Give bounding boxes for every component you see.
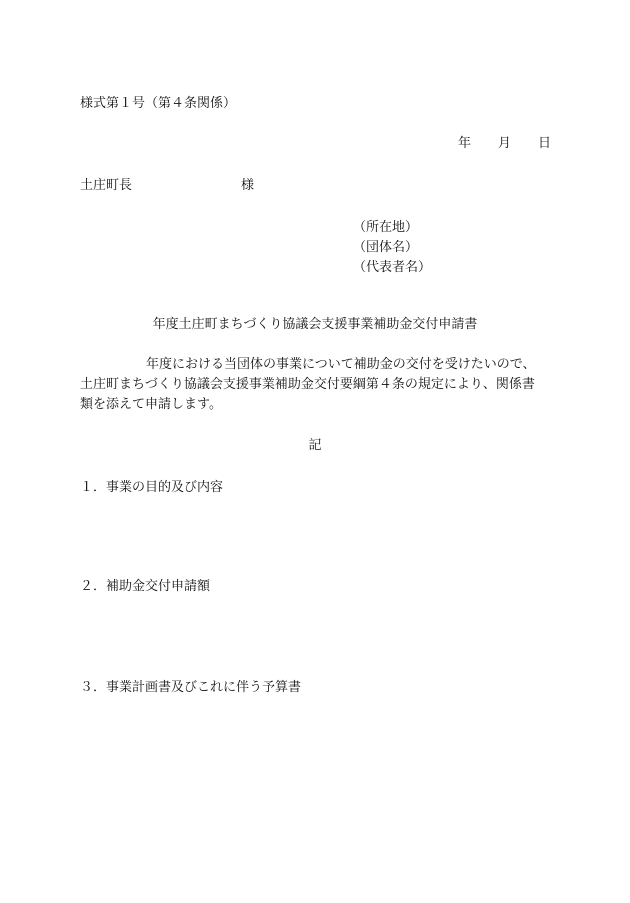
body-paragraph <box>80 355 554 415</box>
applicant-address-label: （所在地） <box>353 220 419 235</box>
applicant-representative-label: （代表者名） <box>353 260 432 275</box>
document-title: 年度土庄町まちづくり協議会支援事業補助金交付申請書 <box>152 317 478 332</box>
body-line-3: 類を添えて申請します。 <box>80 397 222 412</box>
body-line-1: 年度における当団体の事業について補助金の交付を受けたいので、 <box>146 357 536 372</box>
date-month: 月 <box>498 136 512 151</box>
item-number: ３． <box>80 680 107 695</box>
list-item <box>80 579 210 595</box>
item-number: ２． <box>80 579 107 594</box>
date-day: 日 <box>538 136 552 151</box>
ki-heading: 記 <box>308 438 322 453</box>
form-number-label: 様式第１号（第４条関係） <box>80 96 237 111</box>
applicant-block <box>353 218 431 278</box>
list-item <box>80 680 301 696</box>
addressee-honorific: 様 <box>241 178 255 193</box>
body-line-2: 土庄町まちづくり協議会支援事業補助金交付要綱第４条の規定により、関係書 <box>80 377 535 392</box>
list-item <box>80 480 223 496</box>
date-year: 年 <box>458 136 472 151</box>
applicant-organization-label: （団体名） <box>353 240 419 255</box>
addressee <box>80 178 255 194</box>
item-label: 事業の目的及び内容 <box>106 480 224 495</box>
item-number: １． <box>80 480 107 495</box>
item-label: 補助金交付申請額 <box>106 579 211 594</box>
date-line <box>458 136 551 152</box>
item-label: 事業計画書及びこれに伴う予算書 <box>106 680 302 695</box>
addressee-name: 土庄町長 <box>80 178 133 193</box>
